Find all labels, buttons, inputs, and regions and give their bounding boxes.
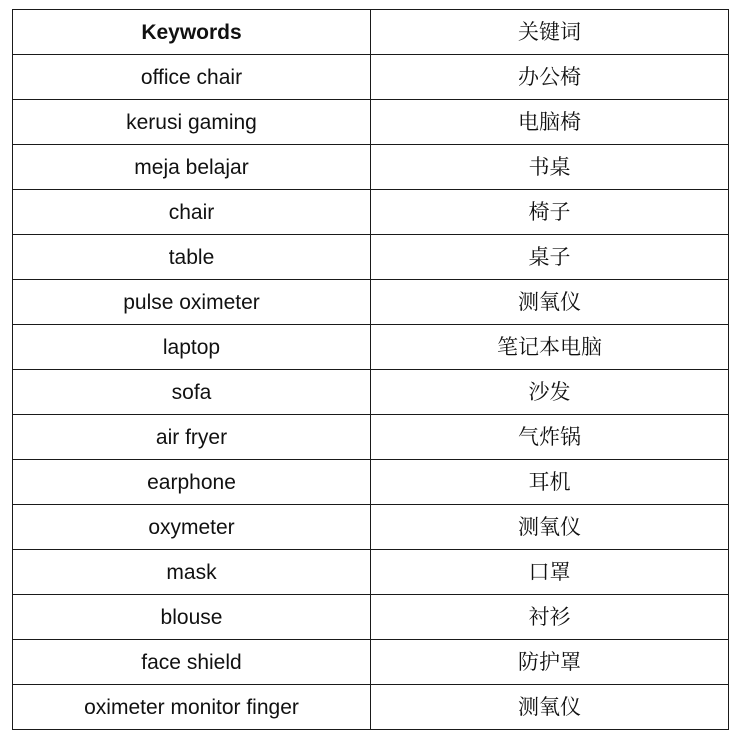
table-row — [13, 550, 729, 595]
keyword-chinese-cell: 气炸锅 — [371, 415, 729, 460]
keywords-table — [12, 9, 729, 730]
keyword-cell: oxymeter — [13, 505, 371, 550]
keyword-cell: pulse oximeter — [13, 280, 371, 325]
header-keywords-chinese: 关键词 — [371, 10, 729, 55]
keyword-cell: chair — [13, 190, 371, 235]
table-row — [13, 460, 729, 505]
keyword-chinese-cell: 耳机 — [371, 460, 729, 505]
table-row — [13, 415, 729, 460]
table-body — [13, 55, 729, 730]
table-header-row — [13, 10, 729, 55]
keyword-cell: oximeter monitor finger — [13, 685, 371, 730]
keyword-cell: face shield — [13, 640, 371, 685]
keyword-chinese-cell: 椅子 — [371, 190, 729, 235]
keyword-cell: mask — [13, 550, 371, 595]
table-row — [13, 505, 729, 550]
table-row — [13, 685, 729, 730]
keyword-cell: blouse — [13, 595, 371, 640]
keyword-chinese-cell: 沙发 — [371, 370, 729, 415]
keyword-chinese-cell: 测氧仪 — [371, 280, 729, 325]
keyword-cell: office chair — [13, 55, 371, 100]
keyword-cell: meja belajar — [13, 145, 371, 190]
keyword-chinese-cell: 测氧仪 — [371, 505, 729, 550]
header-keywords: Keywords — [13, 10, 371, 55]
keyword-cell: kerusi gaming — [13, 100, 371, 145]
keyword-chinese-cell: 电脑椅 — [371, 100, 729, 145]
table-row — [13, 235, 729, 280]
keyword-cell: laptop — [13, 325, 371, 370]
table-row — [13, 325, 729, 370]
table-row — [13, 100, 729, 145]
table-row — [13, 595, 729, 640]
table-row — [13, 280, 729, 325]
keyword-chinese-cell: 桌子 — [371, 235, 729, 280]
keyword-chinese-cell: 口罩 — [371, 550, 729, 595]
keyword-chinese-cell: 笔记本电脑 — [371, 325, 729, 370]
table-row — [13, 370, 729, 415]
keyword-cell: earphone — [13, 460, 371, 505]
table-row — [13, 55, 729, 100]
keyword-cell: air fryer — [13, 415, 371, 460]
table-row — [13, 190, 729, 235]
keyword-chinese-cell: 书桌 — [371, 145, 729, 190]
keyword-cell: table — [13, 235, 371, 280]
table-row — [13, 145, 729, 190]
keyword-chinese-cell: 衬衫 — [371, 595, 729, 640]
keyword-chinese-cell: 防护罩 — [371, 640, 729, 685]
keyword-chinese-cell: 测氧仪 — [371, 685, 729, 730]
keyword-chinese-cell: 办公椅 — [371, 55, 729, 100]
table-row — [13, 640, 729, 685]
keyword-cell: sofa — [13, 370, 371, 415]
